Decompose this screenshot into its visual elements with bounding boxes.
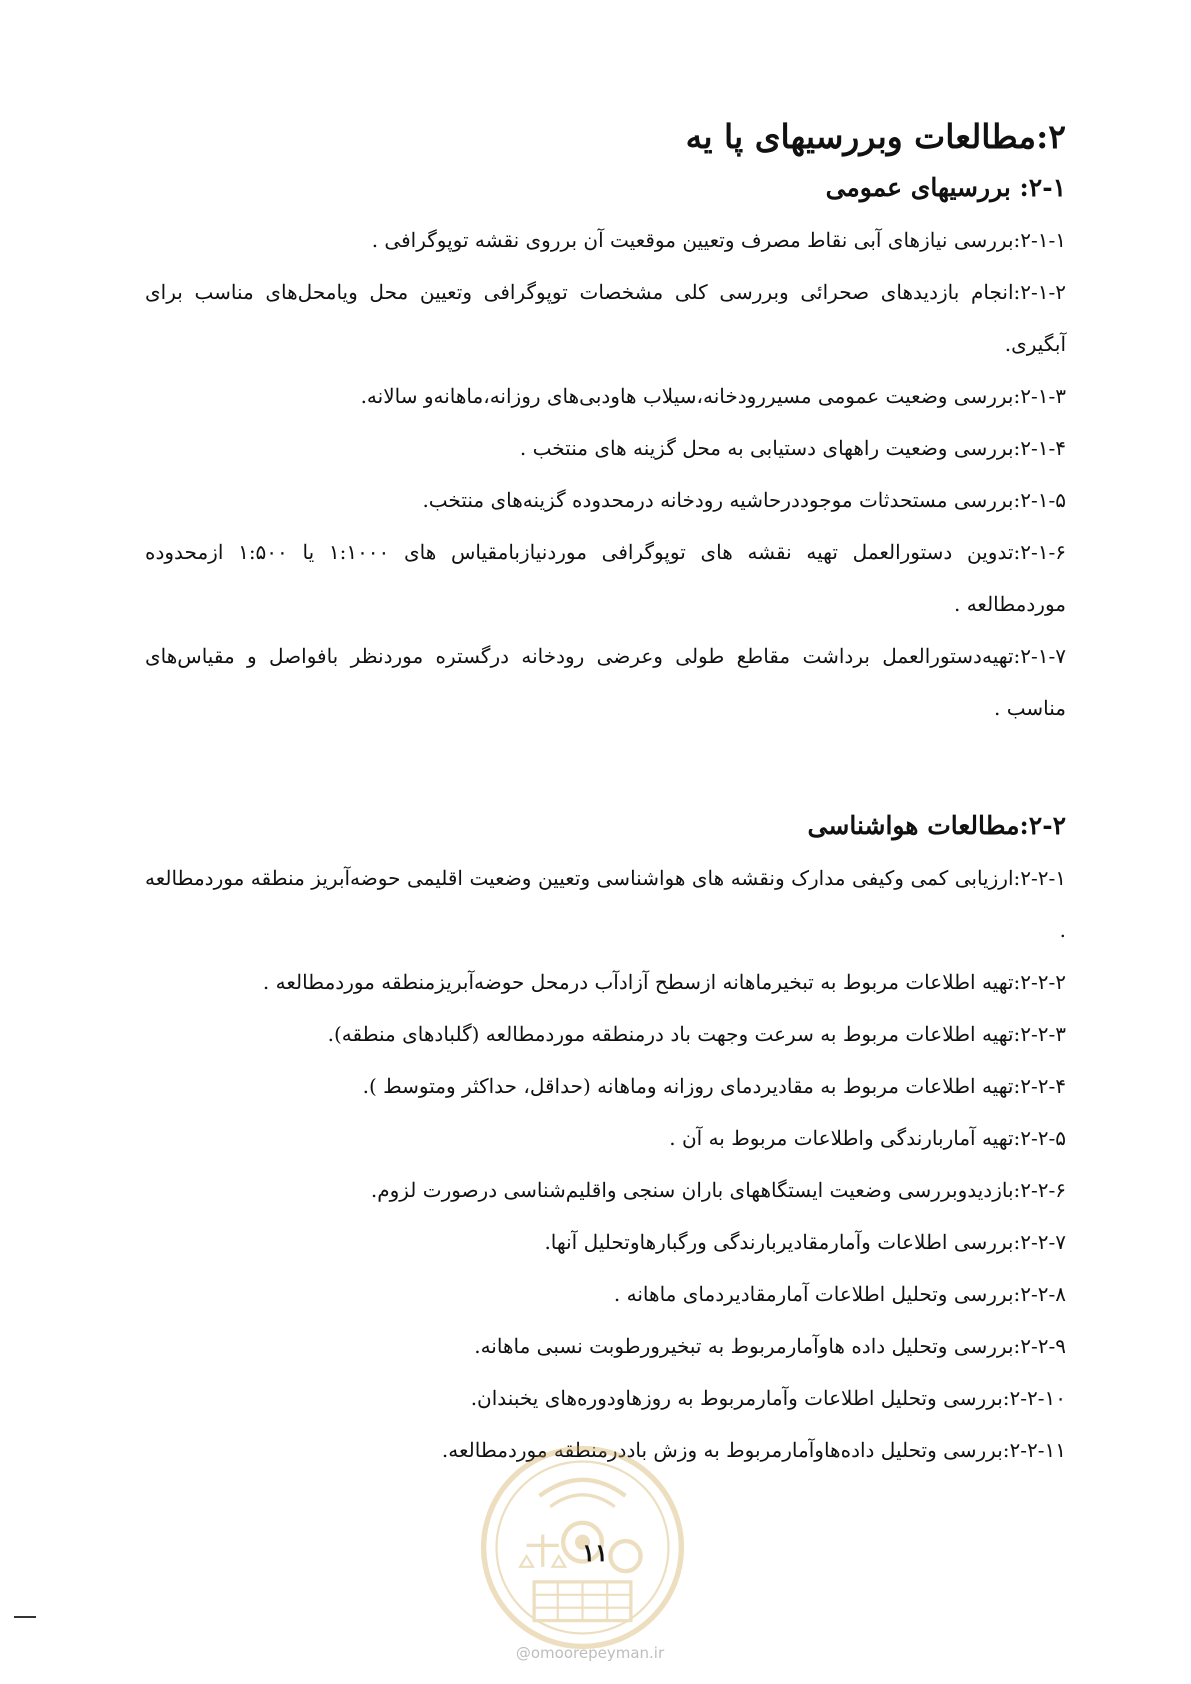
- list-item: ۲-۲-۹:بررسی وتحلیل داده هاوآمارمربوط به تبخیرورطوبت نسبی ماهانه.: [474, 1334, 1066, 1358]
- site-credit: @omoorepeyman.ir: [515, 1644, 665, 1662]
- document-body: [145, 112, 1066, 1476]
- list-item: ۲-۱-۵:بررسی مستحدثات موجوددرحاشیه رودخانه درمحدوده گزینه‌های منتخب.: [422, 488, 1066, 512]
- list-item: ۲-۱-۴:بررسی وضعیت راههای دستیابی به محل گزینه های منتخب .: [519, 436, 1066, 460]
- list-item: ۲-۲-۳:تهیه اطلاعات مربوط به سرعت وجهت باد درمنطقه موردمطالعه (گلبادهای منطقه).: [327, 1022, 1066, 1046]
- list-item: ۲-۲-۸:بررسی وتحلیل اطلاعات آمارمقادیردمای ماهانه .: [613, 1282, 1066, 1306]
- list-item: ۲-۲-۵:تهیه آماربارندگی واطلاعات مربوط به آن .: [669, 1126, 1066, 1150]
- section-heading-meteorology: ۲-۲:مطالعات هواشناسی: [807, 811, 1066, 840]
- list-item: ۲-۲-۲:تهیه اطلاعات مربوط به تبخیرماهانه ازسطح آزادآب درمحل حوضه‌آبریزمنطقه موردمطالعه .: [262, 970, 1066, 994]
- list-item: ۲-۲-۱:ارزیابی کمی وکیفی مدارک ونقشه های هواشناسی وتعیین وضعیت اقلیمی حوضه‌آبریز منطقه موردمطالعه .: [145, 866, 1066, 942]
- margin-mark: [14, 1616, 36, 1618]
- list-item: ۲-۱-۱:بررسی نیازهای آبی نقاط مصرف وتعیین موقعیت آن برروی نقشه توپوگرافی .: [371, 228, 1066, 252]
- list-item: ۲-۲-۱۰:بررسی وتحلیل اطلاعات وآمارمربوط به روزهاودوره‌های یخبندان.: [470, 1386, 1066, 1410]
- list-item: ۲-۱-۳:بررسی وضعیت عمومی مسیررودخانه،سیلاب هاودبی‌های روزانه،ماهانه‌و سالانه.: [360, 384, 1066, 408]
- list-item: ۲-۱-۷:تهیه‌دستورالعمل برداشت مقاطع طولی وعرضی رودخانه درگستره موردنظر بافواصل و مقیاس‌های مناسب .: [145, 644, 1066, 720]
- list-item: ۲-۲-۶:بازدیدوبررسی وضعیت ایستگاههای باران سنجی واقلیم‌شناسی درصورت لزوم.: [370, 1178, 1066, 1202]
- list-item: ۲-۲-۴:تهیه اطلاعات مربوط به مقادیردمای روزانه وماهانه (حداقل، حداکثر ومتوسط ).: [362, 1074, 1066, 1098]
- document-title: ۲:مطالعات وبررسیهای پا یه: [685, 117, 1066, 156]
- list-item: ۲-۲-۱۱:بررسی وتحلیل داده‌هاوآمارمربوط به وزش باددرمنطقه موردمطالعه.: [441, 1438, 1066, 1462]
- section-heading-general-studies: ۲-۱: بررسیهای عمومی: [825, 173, 1066, 202]
- list-item: ۲-۲-۷:بررسی اطلاعات وآمارمقادیربارندگی ورگبارهاوتحلیل آنها.: [544, 1230, 1066, 1254]
- page-number: ۱۱: [582, 1538, 608, 1567]
- list-item: ۲-۱-۶:تدوین دستورالعمل تهیه نقشه های توپوگرافی موردنیازبامقیاس های ۱:۱۰۰۰ یا ۱:۵۰۰ ازمحدوده موردمطالعه .: [145, 540, 1067, 616]
- list-item: ۲-۱-۲:انجام بازدیدهای صحرائی وبررسی کلی مشخصات توپوگرافی وتعیین محل ویامحل‌های مناسب برای آبگیری.: [145, 280, 1066, 356]
- section-spacer: [145, 734, 1066, 800]
